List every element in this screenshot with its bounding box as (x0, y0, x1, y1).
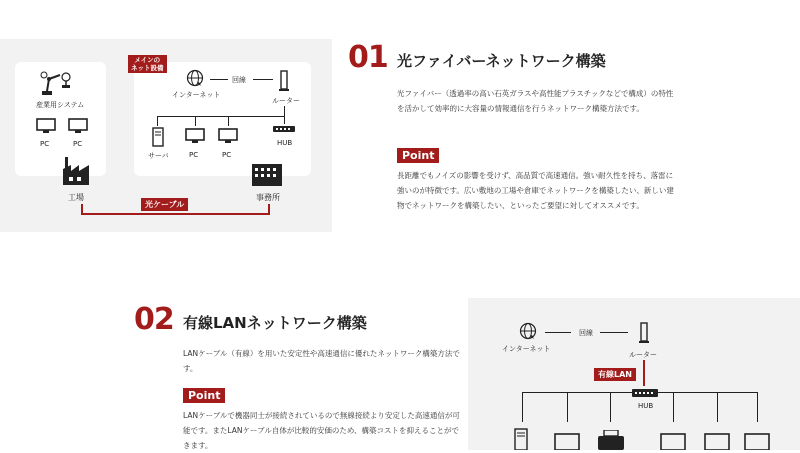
internet-label: インターネット (172, 91, 221, 99)
main-facility-tag: メインの ネット設備 (128, 55, 167, 73)
bus-drop-line (610, 392, 611, 422)
bus-drop-line (717, 392, 718, 422)
section-title: 有線LANネットワーク構築 (183, 314, 367, 332)
router-label: ルーター (272, 97, 300, 105)
pc-icon (704, 433, 730, 450)
bus-drop-line (522, 392, 523, 422)
pc-icon (36, 118, 56, 134)
bus-drop-line (228, 116, 229, 126)
section-title: 光ファイバーネットワーク構築 (397, 52, 606, 70)
internet-label: インターネット (502, 345, 551, 353)
line-label: 回線 (232, 76, 246, 84)
server-icon (514, 428, 528, 450)
bus-drop-line (195, 116, 196, 126)
printer-icon (598, 430, 624, 450)
line-label: 回線 (579, 329, 593, 337)
pc-icon (744, 433, 770, 450)
hub-icon (273, 124, 295, 134)
internet-router-line (253, 79, 273, 80)
section-description: LANケーブル（有線）を用いた安定性や高速通信に優れたネットワーク構築方法です。 (183, 349, 460, 373)
lan-cable-line (643, 360, 645, 386)
robot-arm-icon (40, 69, 74, 97)
pc-label: PC (40, 140, 50, 148)
lan-tag: 有線LAN (594, 368, 636, 381)
hub-label: HUB (277, 139, 293, 147)
pc-label: PC (222, 151, 232, 159)
server-label: サーバ (148, 152, 169, 160)
globe-icon (519, 322, 537, 340)
internet-router-line (545, 332, 571, 333)
bus-drop-line (157, 116, 158, 126)
factory-label: 工場 (68, 193, 84, 202)
pc-label: PC (73, 140, 83, 148)
point-text: 長距離でもノイズの影響を受けず、高品質で高速通信。強い耐久性を持ち、落雷に強いのが特徴です。広い敷地の工場や倉庫でネットワークを構築したい、新しい建物でネットワークを構築したい、といったご要望に対してオススメです。 (397, 171, 674, 210)
pc-icon (554, 433, 580, 450)
hub-icon (632, 387, 658, 399)
pc-icon (68, 118, 88, 134)
point-badge: Point (183, 388, 225, 403)
fiber-cable-line (268, 204, 270, 214)
section-number: 02 (134, 302, 174, 337)
hub-bus-line (157, 116, 285, 117)
point-badge: Point (397, 148, 439, 163)
point-text: LANケーブルで機器同士が接続されているので無線接続より安定した高速通信が可能です。またLANケーブル自体が比較的安価のため、構築コストを抑えることができます。 (183, 411, 460, 450)
factory-icon (61, 155, 91, 185)
pc-label: PC (189, 151, 199, 159)
router-hub-line (284, 106, 285, 124)
pc-icon (218, 128, 238, 144)
hub-label: HUB (638, 402, 654, 410)
hub-bus-line (522, 392, 632, 393)
router-label: ルーター (629, 351, 657, 359)
fiber-cable-tag: 光ケーブル (141, 198, 188, 211)
bus-drop-line (757, 392, 758, 422)
office-label: 事務所 (256, 193, 280, 202)
section-number: 01 (348, 40, 388, 75)
fiber-cable-line (81, 213, 270, 215)
bus-drop-line (567, 392, 568, 422)
pc-icon (185, 128, 205, 144)
pc-icon (660, 433, 686, 450)
router-icon (279, 70, 289, 92)
section-description: 光ファイバー（透過率の高い石英ガラスや高性能プラスチックなどで構成）の特性を活かして効率的に大容量の情報通信を行うネットワーク構築方法です。 (397, 89, 674, 113)
bus-drop-line (673, 392, 674, 422)
globe-icon (186, 69, 204, 87)
internet-router-line (600, 332, 628, 333)
server-icon (152, 127, 164, 147)
office-building-icon (250, 160, 284, 186)
router-icon (639, 322, 649, 344)
internet-router-line (210, 79, 228, 80)
industrial-system-label: 産業用システム (36, 101, 85, 109)
